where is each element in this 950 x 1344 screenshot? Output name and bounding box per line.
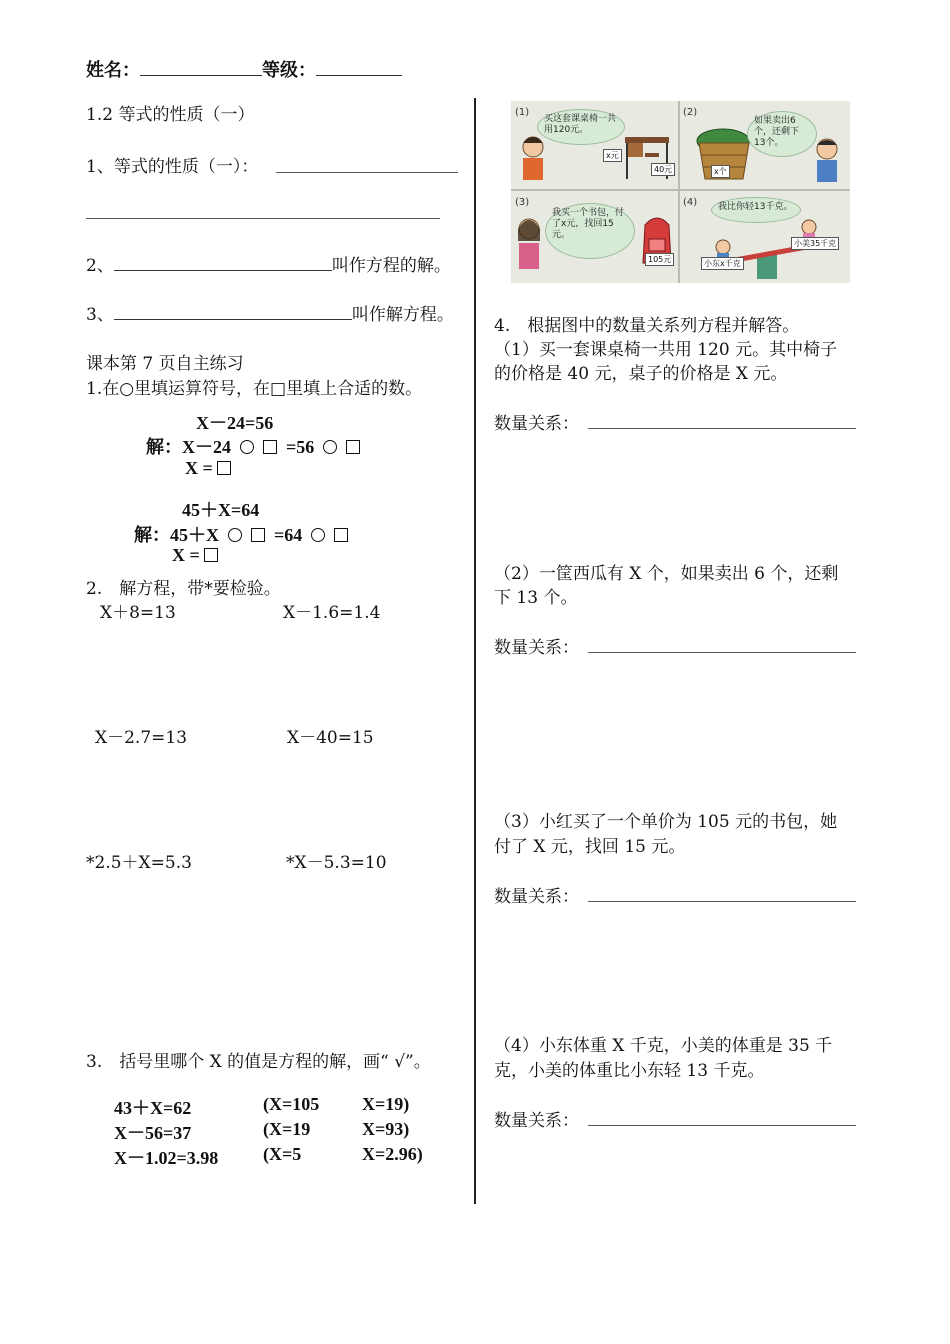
relation-label: 数量关系： (494, 887, 579, 907)
relation-label: 数量关系： (494, 638, 579, 658)
relation-label: 数量关系： (494, 414, 579, 434)
p3-instruction: 3. 括号里哪个 X 的值是方程的解，画“ √”。 (86, 1052, 431, 1072)
section-title: 1.2 等式的性质（一） (86, 105, 255, 125)
desk-chair-scene (515, 131, 675, 187)
q4-2-text: 下 13 个。 (494, 588, 578, 608)
p3-option-b[interactable]: X=2.96) (362, 1144, 423, 1164)
q3-prefix: 3、 (86, 305, 114, 325)
boy-figure (811, 135, 845, 185)
q4-2-text: （2）一筐西瓜有 X 个，如果卖出 6 个，还剩 (494, 564, 839, 584)
q4-3-text: （3）小红买了一个单价为 105 元的书包，她 (494, 812, 838, 832)
p3-option-b[interactable]: X=93) (362, 1119, 410, 1139)
eq1-mid: =56 (286, 437, 315, 457)
p2-equation: X－1.6=1.4 (283, 603, 381, 623)
column-divider (474, 98, 476, 1204)
q3-suffix: 叫作解方程。 (351, 305, 454, 325)
q1-blank[interactable] (276, 172, 458, 173)
q4-3-text: 付了 X 元，找回 15 元。 (494, 837, 686, 857)
eq2-x-line (172, 545, 218, 566)
eq1-solve-prefix: 解：X－24 (146, 437, 231, 457)
girl-figure (515, 213, 545, 279)
name-label: 姓名： (86, 60, 140, 80)
panel-number: (1) (515, 107, 530, 118)
speech-bubble: 我买一个书包，付了x元，找回15元。 (545, 203, 635, 259)
eq1-solve (146, 433, 360, 459)
p2-equation: *X－5.3=10 (286, 853, 387, 873)
name-field (86, 56, 402, 82)
number-box[interactable] (217, 461, 231, 475)
operator-circle[interactable] (323, 440, 337, 454)
q3-blank[interactable] (114, 319, 352, 320)
panel-number: (2) (683, 107, 698, 118)
q4-4-text: （4）小东体重 X 千克，小美的体重是 35 千 (494, 1036, 833, 1056)
relation-blank[interactable] (588, 428, 856, 429)
q2-suffix: 叫作方程的解。 (331, 256, 451, 276)
operator-circle[interactable] (240, 440, 254, 454)
p3-option-b[interactable]: X=19) (362, 1094, 410, 1114)
panel-number: (3) (515, 197, 530, 208)
number-box[interactable] (263, 440, 277, 454)
number-box[interactable] (346, 440, 360, 454)
p3-option-a[interactable]: (X=19 (263, 1119, 311, 1139)
eq2-solve-prefix: 解：45＋X (134, 525, 219, 545)
eq1-title: X－24=56 (196, 413, 274, 433)
problem-illustration (511, 101, 850, 283)
number-box[interactable] (334, 528, 348, 542)
relation-blank[interactable] (588, 652, 856, 653)
relation-blank[interactable] (588, 901, 856, 902)
price-tag: 40元 (651, 163, 675, 176)
practice-title: 课本第 7 页自主练习 (86, 354, 244, 374)
q3-line (86, 300, 454, 325)
speech-bubble: 我比你轻13千克。 (711, 197, 801, 223)
speech-bubble: 买这套课桌椅一共用120元。 (537, 109, 625, 145)
grade-label: 等级： (262, 60, 316, 80)
p1-instruction: 1.在○里填运算符号，在□里填上合适的数。 (86, 379, 423, 399)
eq1-x-line (185, 458, 231, 479)
relation-label: 数量关系： (494, 1111, 579, 1131)
panel-separator (678, 101, 680, 283)
p2-equation: *2.5＋X=5.3 (86, 853, 192, 873)
price-tag: x元 (603, 149, 622, 162)
q4-4-text: 克，小美的体重比小东轻 13 千克。 (494, 1061, 765, 1081)
number-box[interactable] (251, 528, 265, 542)
name-blank[interactable] (140, 75, 262, 76)
price-tag: 105元 (645, 253, 674, 266)
p3-eq: X－1.02=3.98 (114, 1148, 219, 1168)
eq2-mid: =64 (274, 525, 303, 545)
p2-equation: X－2.7=13 (95, 728, 188, 748)
grade-blank[interactable] (316, 75, 402, 76)
q1-label: 1、等式的性质（一）： (86, 157, 259, 177)
q4-title: 4. 根据图中的数量关系列方程并解答。 (494, 316, 800, 336)
panel-number: (4) (683, 197, 698, 208)
operator-circle[interactable] (311, 528, 325, 542)
eq1-x-label: X = (185, 458, 213, 478)
relation-blank[interactable] (588, 1125, 856, 1126)
panel-separator (511, 189, 850, 191)
eq2-x-label: X = (172, 545, 200, 565)
q2-prefix: 2、 (86, 256, 114, 276)
speech-bubble: 如果卖出6个，还剩下13个。 (747, 111, 817, 157)
p3-option-a[interactable]: (X=105 (263, 1094, 320, 1114)
number-box[interactable] (204, 548, 218, 562)
p2-equation: X－40=15 (287, 728, 374, 748)
p2-equation: X＋8=13 (100, 603, 176, 623)
p2-instruction: 2. 解方程，带*要检验。 (86, 579, 281, 599)
q4-1-text: （1）买一套课桌椅一共用 120 元。其中椅子 (494, 340, 838, 360)
p3-option-a[interactable]: (X=5 (263, 1144, 302, 1164)
p3-eq: 43＋X=62 (114, 1098, 192, 1118)
weight-tag: 小美35千克 (791, 237, 839, 250)
eq2-title: 45＋X=64 (182, 500, 260, 520)
weight-tag: 小东x千克 (701, 257, 744, 270)
q2-blank[interactable] (114, 270, 332, 271)
q2-line (86, 251, 451, 276)
p3-eq: X－56=37 (114, 1123, 192, 1143)
quantity-tag: x个 (711, 165, 730, 178)
q1-blank-line2[interactable] (86, 218, 440, 219)
eq2-solve (134, 521, 348, 547)
operator-circle[interactable] (228, 528, 242, 542)
q4-1-text: 的价格是 40 元，桌子的价格是 X 元。 (494, 364, 788, 384)
